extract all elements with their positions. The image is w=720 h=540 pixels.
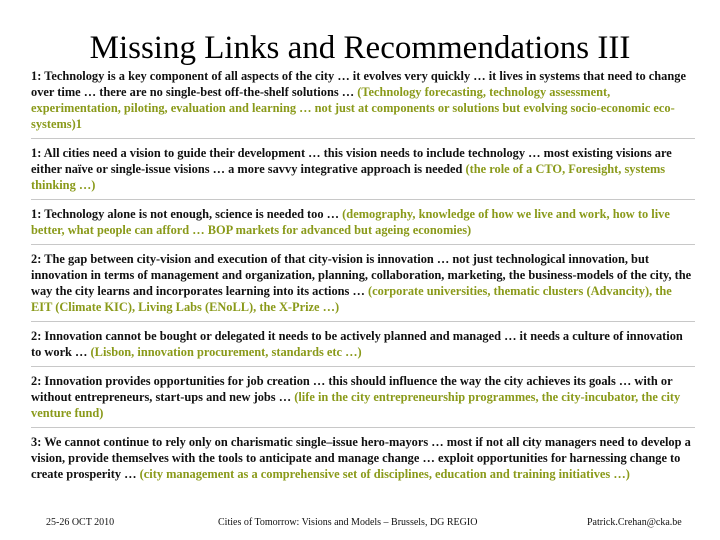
recommendation-item <box>31 206 695 238</box>
item-text: 2: The gap between city-vision and execution of that city-vision is innovation … not just technological innovation, but innovation in terms of management and organization, planning, collaboration, marketing, the business-models of the city, the way the city learns and incorporates learning into its actions … <box>31 252 692 298</box>
item-note: (Technology forecasting, technology assessment, experimentation, piloting, evaluation and learning … not just at components or solutions but evolving socio-economic eco-systems)1 <box>31 85 675 131</box>
recommendation-item <box>31 251 695 315</box>
recommendation-item <box>31 68 695 132</box>
item-note: (corporate universities, thematic clusters (Advancity), the EIT (Climate KIC), Living Labs (ENoLL), the X-Prize …) <box>31 284 672 314</box>
item-note: (demography, knowledge of how we live and work, how to live better, what people can afford … BOP markets for advanced but ageing economies) <box>31 207 670 237</box>
footer-date: 25-26 OCT 2010 <box>46 517 115 528</box>
footer-event: Cities of Tomorrow: Visions and Models – Brussels, DG REGIO <box>218 517 478 528</box>
item-note: (Lisbon, innovation procurement, standards etc …) <box>90 345 362 359</box>
item-text: 2: Innovation provides opportunities for job creation … this should influence the way the city achieves its goals … with or without entrepreneurs, start-ups and new jobs … <box>31 374 673 404</box>
footer-email: Patrick.Crehan@cka.be <box>587 517 682 528</box>
item-note: (life in the city entrepreneurship programmes, the city-incubator, the city venture fund) <box>31 390 681 420</box>
divider <box>31 199 695 200</box>
recommendation-item <box>31 328 695 360</box>
item-text: 3: We cannot continue to rely only on charismatic single–issue hero-mayors … most if not all city managers need to develop a vision, provide themselves with the tools to anticipate and manage change … exploit opportunities for harnessing change to create prosperity … <box>31 435 691 481</box>
recommendation-item <box>31 434 695 482</box>
item-note: (city management as a comprehensive set of disciplines, education and training initiatives …) <box>139 467 630 481</box>
recommendation-item <box>31 373 695 421</box>
item-text: 1: Technology alone is not enough, science is needed too … <box>31 207 343 221</box>
divider <box>31 427 695 428</box>
slide-title: Missing Links and Recommendations III <box>89 30 631 67</box>
divider <box>31 366 695 367</box>
recommendation-item <box>31 145 695 193</box>
item-text: 1: All cities need a vision to guide their development … this vision needs to include technology … most existing visions are either naïve or single-issue visions … a more savvy integrative approach is needed <box>31 146 672 176</box>
item-text: 1: Technology is a key component of all aspects of the city … it evolves very quickly … it lives in systems that need to change over time … there are no single-best off-the-shelf solutions … <box>31 69 686 99</box>
divider <box>31 244 695 245</box>
slide-footer <box>0 516 720 532</box>
item-text: 2: Innovation cannot be bought or delegated it needs to be actively planned and managed … it needs a culture of innovation to work … <box>31 329 683 359</box>
recommendation-list <box>31 68 695 488</box>
divider <box>31 138 695 139</box>
item-note: (the role of a CTO, Foresight, systems thinking …) <box>31 162 666 192</box>
divider <box>31 321 695 322</box>
